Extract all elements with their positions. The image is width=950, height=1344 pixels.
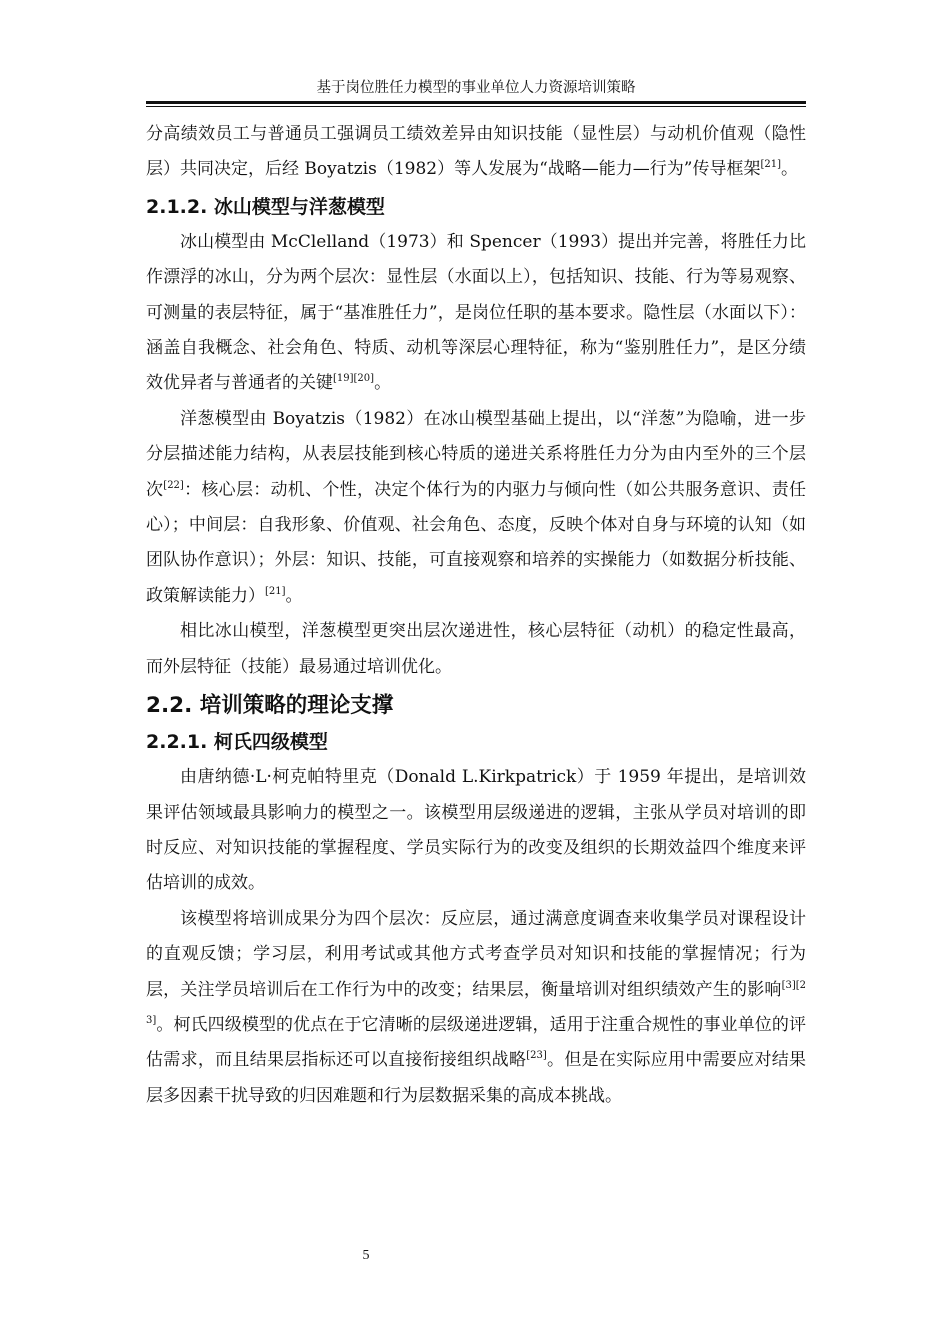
- paragraph-text: 。但是在实际应用中需要应对结果层多因素干扰导致的归因难题和行为层数据采集的高成本挑战。: [146, 1050, 807, 1106]
- header-rule-thick: [146, 101, 806, 104]
- paragraph-text: 。: [781, 159, 798, 180]
- paragraph-text: 分高绩效员工与普通员工强调员工绩效差异由知识技能（显性层）与动机价值观（隐性层）共同决定，后经 Boyatzis（1982）等人发展为“战略—能力—行为”传导框架: [146, 124, 806, 180]
- paragraph-iceberg-model: [146, 225, 806, 402]
- paragraph-text: 该模型将培训成果分为四个层次：反应层，通过满意度调查来收集学员对课程设计的直观反馈；学习层，利用考试或其他方式考查学员对知识和技能的掌握情况；行为层，关注学员培训后在工作行为中的改变；结果层，衡量培训对组织绩效产生的影响: [146, 908, 806, 1000]
- citation: [21]: [760, 159, 781, 171]
- paragraph-kirkpatrick-levels: [146, 902, 806, 1114]
- section-heading-2-2-1: 2.2.1. 柯氏四级模型: [146, 731, 328, 754]
- paragraph-text: 相比冰山模型，洋葱模型更突出层次递进性，核心层特征（动机）的稳定性最高，而外层特征（技能）最易通过培训优化。: [146, 621, 806, 677]
- paragraph-model-comparison: [146, 614, 806, 685]
- page-number: 5: [362, 1248, 370, 1263]
- citation: [3][23]: [146, 979, 806, 1026]
- paragraph-text: 。: [374, 373, 392, 394]
- paragraph-text: 。: [285, 585, 303, 606]
- paragraph-text: 洋葱模型由 Boyatzis（1982）在冰山模型基础上提出，以“洋葱”为隐喻，进一步分层描述能力结构，从表层技能到核心特质的递进关系将胜任力分为由内至外的三个层次: [146, 408, 806, 500]
- page-body: [146, 117, 806, 1114]
- section-heading-2-1-2: 2.1.2. 冰山模型与洋葱模型: [146, 195, 385, 218]
- citation: [23]: [526, 1050, 547, 1062]
- citation: [19][20]: [333, 373, 375, 385]
- paragraph-kirkpatrick-intro: [146, 760, 806, 902]
- citation: [21]: [265, 585, 286, 597]
- section-heading-2-2: 2.2. 培训策略的理论支撑: [146, 693, 394, 719]
- paragraph-text: 由唐纳德·L·柯克帕特里克（Donald L.Kirkpatrick）于 1959 年提出，是培训效果评估领域最具影响力的模型之一。该模型用层级递进的逻辑，主张从学员对培训的即时反应、对知识技能的掌握程度、学员实际行为的改变及组织的长期效益四个维度来评估培训的成效。: [146, 767, 806, 894]
- header-rule-thin: [146, 106, 806, 107]
- paragraph-text: ：核心层：动机、个性，决定个体行为的内驱力与倾向性（如公共服务意识、责任心）；中间层：自我形象、价值观、社会角色、态度，反映个体对自身与环境的认知（如团队协作意识）；外层：知识、技能，可直接观察和培养的实操能力（如数据分析技能、政策解读能力）: [146, 479, 807, 606]
- paragraph-continuation: [146, 117, 806, 188]
- paragraph-onion-model: [146, 402, 806, 614]
- paragraph-text: 冰山模型由 McClelland（1973）和 Spencer（1993）提出并完善，将胜任力比作漂浮的冰山，分为两个层次：显性层（水面以上），包括知识、技能、行为等易观察、可测量的表层特征，属于“基准胜任力”，是岗位任职的基本要求。隐性层（水面以下）：涵盖自我概念、社会角色、特质、动机等深层心理特征，称为“鉴别胜任力”，是区分绩效优异者与普通者的关键: [146, 231, 806, 394]
- citation: [22]: [163, 479, 184, 491]
- paragraph-text: 。柯氏四级模型的优点在于它清晰的层级递进逻辑，适用于注重合规性的事业单位的评估需求，而且结果层指标还可以直接衔接组织战略: [146, 1014, 806, 1071]
- running-header: 基于岗位胜任力模型的事业单位人力资源培训策略: [316, 80, 636, 96]
